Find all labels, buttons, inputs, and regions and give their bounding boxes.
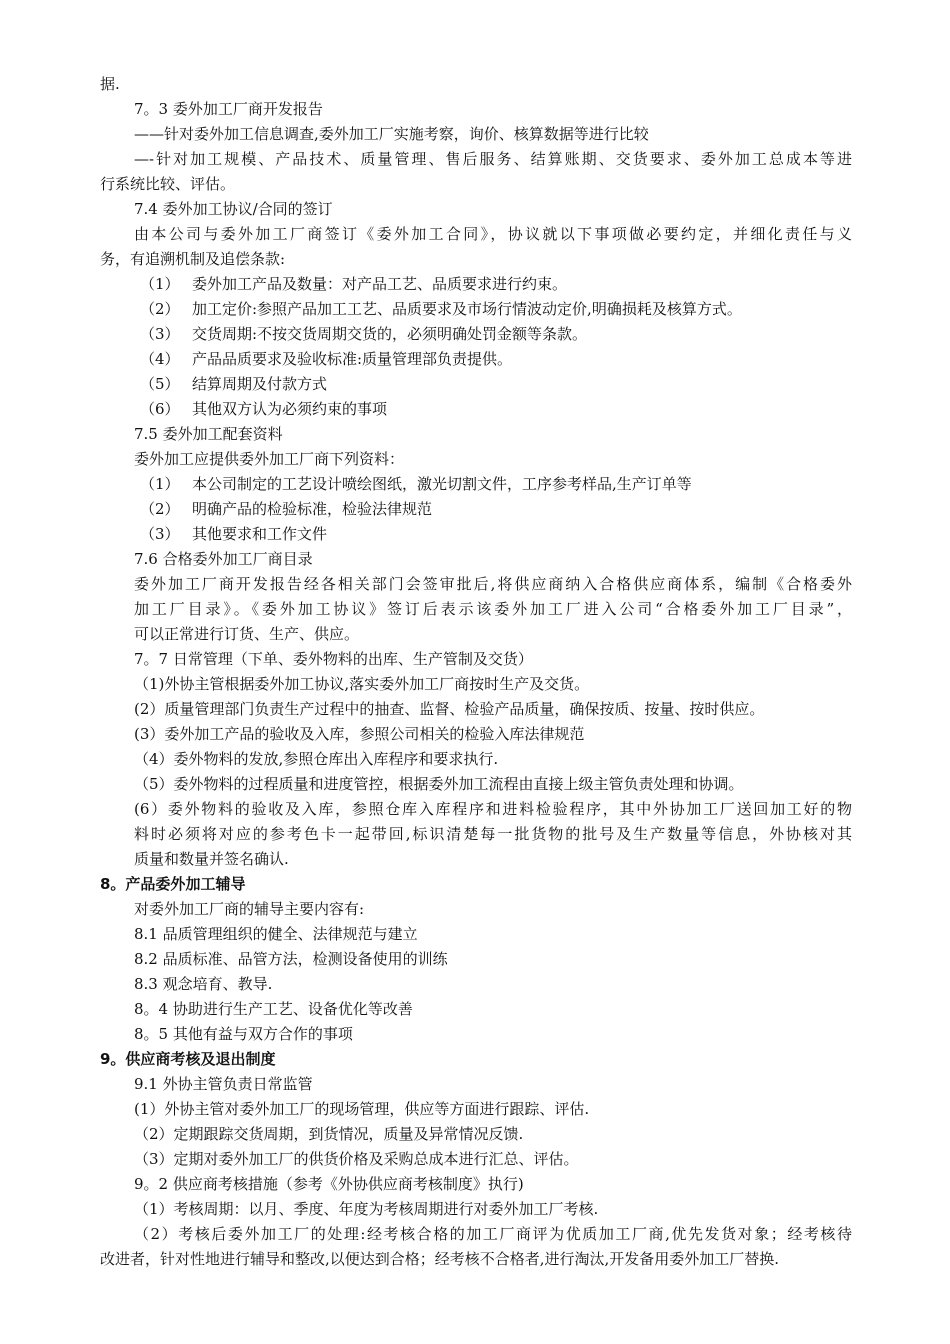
list-number: （1） xyxy=(140,475,180,493)
text-line: 委外加工厂商开发报告经各相关部门会签审批后,将供应商纳入合格供应商体系，编制《合格委外 xyxy=(134,575,852,593)
list-text: 本公司制定的工艺设计喷绘图纸，激光切割文件，工序参考样品,生产订单等 xyxy=(192,475,692,493)
text-line: 8。5 其他有益与双方合作的事项 xyxy=(134,1025,353,1043)
section-heading-7-4: 7.4 委外加工协议/合同的签订 xyxy=(134,200,333,218)
text-line: (1）外协主管对委外加工厂的现场管理，供应等方面进行跟踪、评估. xyxy=(134,1100,590,1118)
text-line: （5）委外物料的过程质量和进度管控，根据委外加工流程由直接上级主管负责处理和协调。 xyxy=(134,775,744,793)
list-text: 交货周期:不按交货周期交货的，必须明确处罚金额等条款。 xyxy=(192,325,588,343)
list-text: 加工定价:参照产品加工工艺、品质要求及市场行情波动定价,明确损耗及核算方式。 xyxy=(192,300,742,318)
text-line: 委外加工应提供委外加工厂商下列资料： xyxy=(134,450,405,468)
text-line: 务，有追溯机制及追偿条款: xyxy=(100,250,286,268)
list-text: 其他要求和工作文件 xyxy=(192,525,328,543)
list-item xyxy=(140,372,852,397)
text-line: （4）委外物料的发放,参照仓库出入库程序和要求执行. xyxy=(134,750,499,768)
section-heading-9-2: 9。2 供应商考核措施（参考《外协供应商考核制度》执行) xyxy=(134,1175,524,1193)
text-line: 8.1 品质管理组织的健全、法律规范与建立 xyxy=(134,925,418,943)
list-text: 其他双方认为必须约束的事项 xyxy=(192,400,388,418)
text-line: ——针对委外加工信息调查,委外加工厂实施考察，询价、核算数据等进行比较 xyxy=(134,125,649,143)
text-line: 改进者，针对性地进行辅导和整改,以便达到合格；经考核不合格者,进行淘汰,开发备用委外加工厂替换. xyxy=(100,1250,780,1268)
text-line: （2）定期跟踪交货周期，到货情况，质量及异常情况反馈. xyxy=(134,1125,524,1143)
text-line: 对委外加工厂商的辅导主要内容有: xyxy=(134,900,365,918)
text-line: 质量和数量并签名确认. xyxy=(134,850,289,868)
text-line: （1)外协主管根据委外加工协议,落实委外加工厂商按时生产及交货。 xyxy=(134,675,590,693)
section-heading-9: 9。供应商考核及退出制度 xyxy=(100,1050,276,1068)
section-heading-9-1: 9.1 外协主管负责日常监管 xyxy=(134,1075,313,1093)
text-line: 8.3 观念培育、教导. xyxy=(134,975,273,993)
section-heading-7-3: 7。3 委外加工厂商开发报告 xyxy=(134,100,323,118)
list-item xyxy=(140,322,852,347)
section-heading-7-7: 7。7 日常管理（下单、委外物料的出库、生产管制及交货） xyxy=(134,650,533,668)
list-item xyxy=(140,297,852,322)
list-text: 明确产品的检验标准，检验法律规范 xyxy=(192,500,433,518)
text-line: (3）委外加工产品的验收及入库，参照公司相关的检验入库法律规范 xyxy=(134,725,585,743)
list-item xyxy=(140,472,852,497)
list-number: （6） xyxy=(140,400,180,418)
text-line: 8。4 协助进行生产工艺、设备优化等改善 xyxy=(134,1000,413,1018)
text-line: （3）定期对委外加工厂的供货价格及采购总成本进行汇总、评估。 xyxy=(134,1150,579,1168)
text-line: —-针对加工规模、产品技术、质量管理、售后服务、结算账期、交货要求、委外加工总成本等进 xyxy=(134,150,852,168)
list-item xyxy=(140,347,852,372)
list-number: （2） xyxy=(140,500,180,518)
list-number: （4） xyxy=(140,350,180,368)
list-number: （1） xyxy=(140,275,180,293)
text-line: 行系统比较、评估。 xyxy=(100,175,236,193)
list-item xyxy=(140,397,852,422)
list-number: （3） xyxy=(140,525,180,543)
list-number: （2） xyxy=(140,300,180,318)
text-line: (6）委外物料的验收及入库，参照仓库入库程序和进料检验程序，其中外协加工厂送回加工好的物 xyxy=(134,800,852,818)
section-heading-7-5: 7.5 委外加工配套资料 xyxy=(134,425,283,443)
text-line: 8.2 品质标准、品管方法，检测设备使用的训练 xyxy=(134,950,448,968)
list-item xyxy=(140,497,852,522)
list-number: （3） xyxy=(140,325,180,343)
list-text: 委外加工产品及数量：对产品工艺、品质要求进行约束。 xyxy=(192,275,568,293)
text-line: 可以正常进行订货、生产、供应。 xyxy=(134,625,360,643)
list-item xyxy=(140,272,852,297)
list-text: 产品品质要求及验收标准:质量管理部负责提供。 xyxy=(192,350,513,368)
text-line: 由本公司与委外加工厂商签订《委外加工合同》，协议就以下事项做必要约定，并细化责任与义 xyxy=(134,225,852,243)
list-number: （5） xyxy=(140,375,180,393)
text-line: （2）考核后委外加工厂的处理:经考核合格的加工厂商评为优质加工厂商,优先发货对象；经考核待 xyxy=(134,1225,852,1243)
section-heading-8: 8。产品委外加工辅导 xyxy=(100,875,246,893)
list-text: 结算周期及付款方式 xyxy=(192,375,328,393)
text-line: 料时必须将对应的参考色卡一起带回,标识清楚每一批货物的批号及生产数量等信息，外协核对其 xyxy=(134,825,852,843)
text-line: (2）质量管理部门负责生产过程中的抽查、监督、检验产品质量，确保按质、按量、按时供应。 xyxy=(134,700,765,718)
text-line: （1）考核周期：以月、季度、年度为考核周期进行对委外加工厂考核. xyxy=(134,1200,599,1218)
section-heading-7-6: 7.6 合格委外加工厂商目录 xyxy=(134,550,313,568)
list-item xyxy=(140,522,852,547)
text-line: 加工厂目录》。《委外加工协议》签订后表示该委外加工厂进入公司“合格委外加工厂目录”， xyxy=(134,600,852,618)
text-line: 据. xyxy=(100,75,120,93)
